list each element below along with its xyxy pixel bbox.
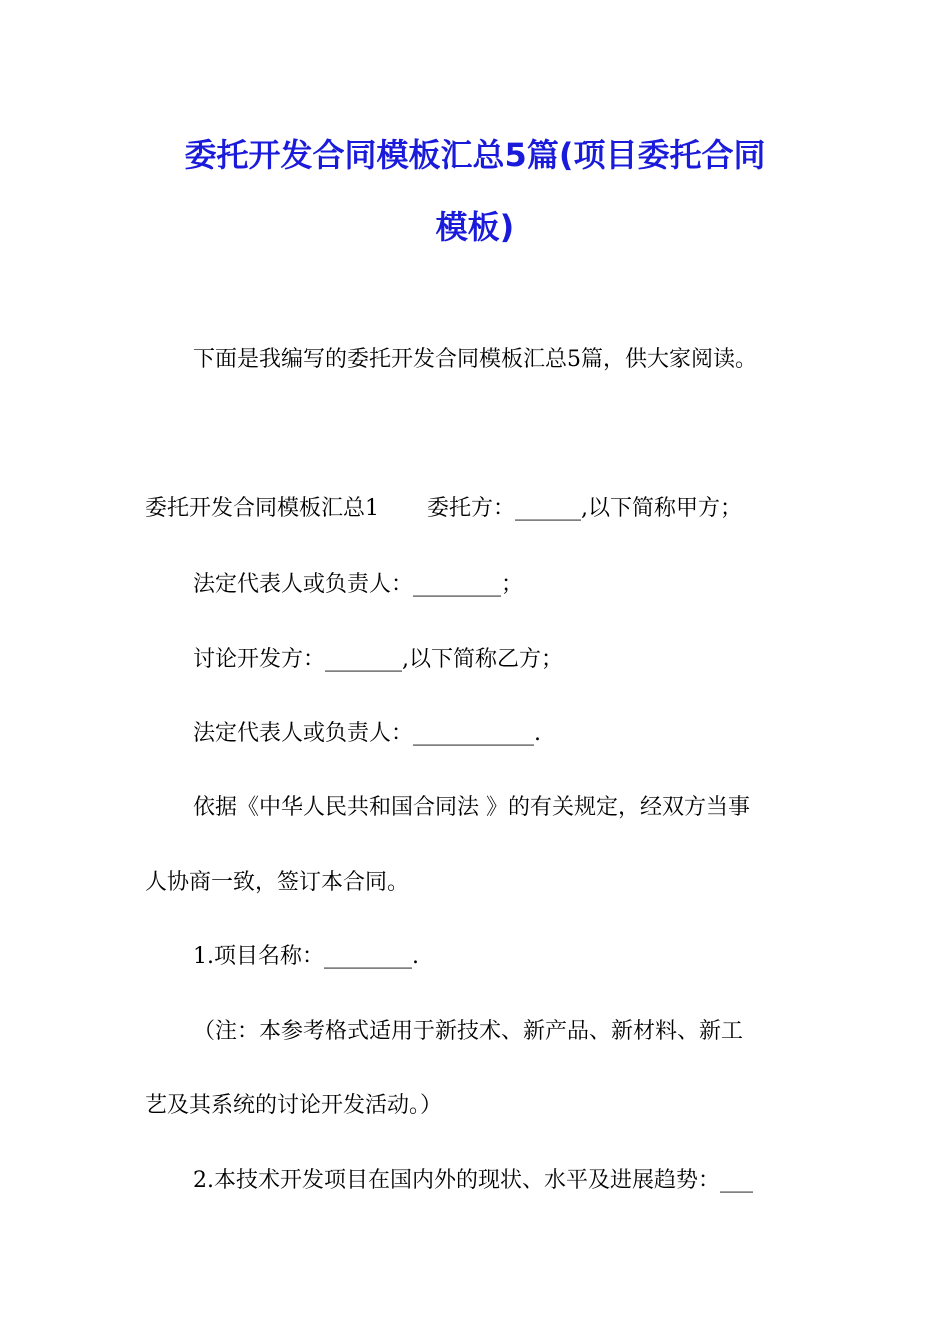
developer-line: 讨论开发方：_______,以下简称乙方； xyxy=(193,647,563,672)
item-2-status: 2.本技术开发项目在国内外的现状、水平及进展趋势：___ xyxy=(193,1168,753,1193)
intro-paragraph: 下面是我编写的委托开发合同模板汇总5篇，供大家阅读。 xyxy=(193,347,757,372)
section-heading: 委托开发合同模板汇总1 xyxy=(145,496,379,521)
document-title-line-1: 委托开发合同模板汇总5篇(项目委托合同 xyxy=(184,136,766,174)
developer-representative: 法定代表人或负责人：___________. xyxy=(193,721,541,746)
document-title-line-2: 模板) xyxy=(435,208,515,246)
basis-paragraph-line-1: 依据《中华人民共和国合同法 》的有关规定，经双方当事 xyxy=(193,795,750,820)
client-representative: 法定代表人或负责人：________； xyxy=(193,572,524,597)
item-1-project-name: 1.项目名称：________. xyxy=(193,944,419,969)
note-paragraph-line-1: （注：本参考格式适用于新技术、新产品、新材料、新工 xyxy=(193,1019,744,1044)
note-paragraph-line-2: 艺及其系统的讨论开发活动。） xyxy=(145,1093,443,1118)
client-line: 委托方：______,以下简称甲方； xyxy=(427,496,742,521)
section-first-line xyxy=(145,494,742,524)
basis-paragraph-line-2: 人协商一致，签订本合同。 xyxy=(145,870,410,895)
